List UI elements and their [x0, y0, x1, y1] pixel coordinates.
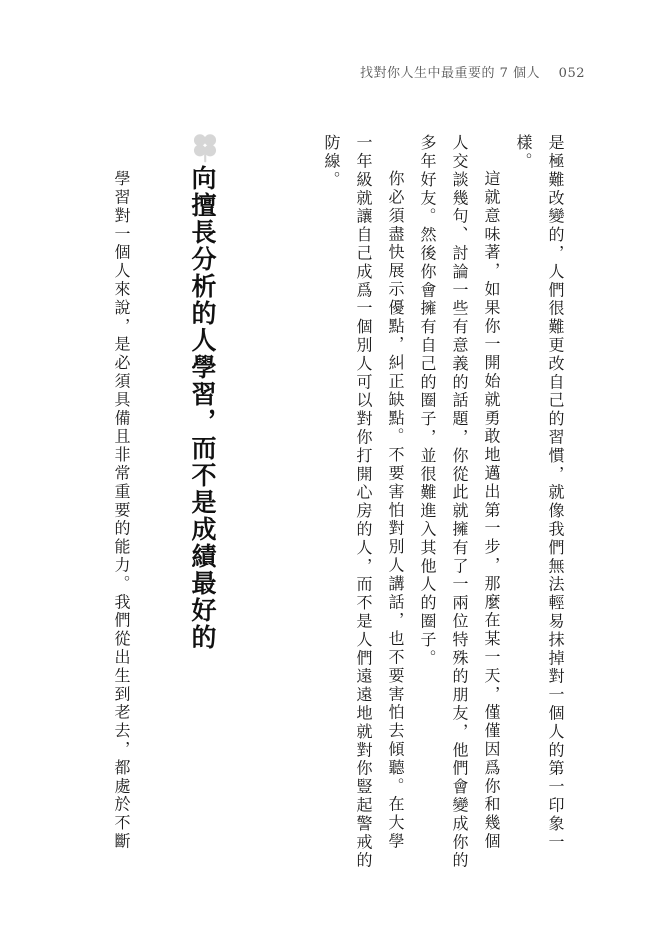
running-header — [360, 62, 585, 81]
text-column: 你必須盡快展示優點，糾正缺點。不要害怕對別人講話，也不要害怕去傾聽。在大學 — [386, 170, 405, 851]
text-column: 一年級就讓自己成爲一個別人可以對你打開心房的人，而不是人們遠遠地就對你豎起警戒的 — [354, 134, 373, 870]
text-column: 防線。 — [322, 134, 341, 190]
text-column: 是極難改變的，人們很難更改自己的習慣，就像我們無法輕易抹掉對一個人的第一印象一 — [546, 134, 565, 852]
text-column: 學習對一個人來說，是必須具備且非常重要的能力。我們從出生到老去，都處於不斷 — [112, 170, 131, 851]
section-heading: 向擅長分析的人學習，而不是成績最好的 — [188, 165, 217, 651]
page-number: 052 — [558, 66, 585, 81]
text-column: 人交談幾句、討論一些有意義的話題，你從此就擁有了一兩位特殊的朋友，他們會變成你的 — [450, 134, 469, 870]
text-column: 樣。 — [514, 134, 533, 171]
four-leaf-clover-icon — [188, 130, 222, 164]
text-column: 這就意味著，如果你一開始就勇敢地邁出第一步，那麼在某一天，僅僅因爲你和幾個 — [482, 170, 501, 851]
text-column: 多年好友。然後你會擁有自己的圈子，並很難進入其他人的圈子。 — [418, 134, 437, 668]
book-title: 找對你人生中最重要的 7 個人 — [359, 66, 541, 81]
